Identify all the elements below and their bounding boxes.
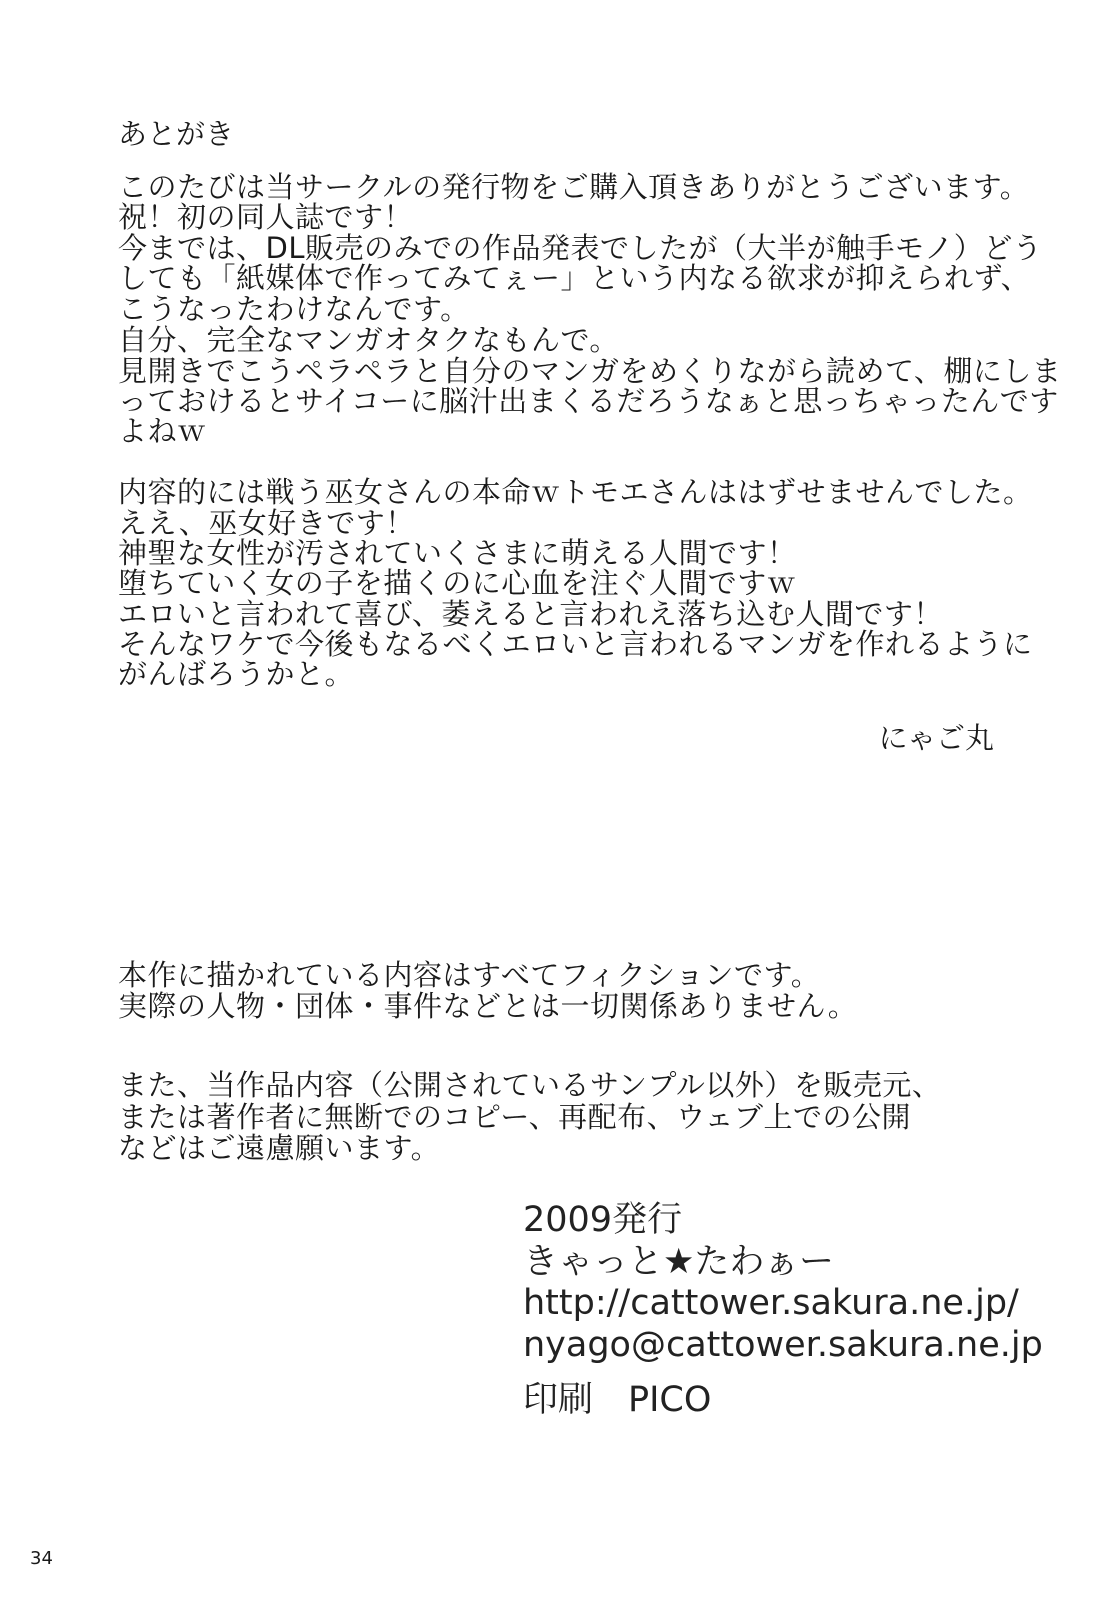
afterword-title: あとがき [118,117,235,151]
text-line: 自分、完全なマンガオタクなもんで。 [118,323,619,357]
text-line: 祝！初の同人誌です！ [118,200,414,234]
text-line: こうなったわけなんです。 [118,292,470,326]
text-line: ええ、巫女好きです！ [118,506,415,540]
author-signature: にゃご丸 [878,721,994,755]
printer: 印刷 PICO [523,1380,712,1420]
text-line: 本作に描かれている内容はすべてフィクションです。 [118,958,821,992]
text-line: また、当作品内容（公開されているサンプル以外）を販売元、 [118,1068,942,1102]
text-line: 内容的には戦う巫女さんの本命ｗトモエさんははずせませんでした。 [118,475,1033,509]
text-line: そんなワケで今後もなるべくエロいと言われるマンガを作れるように [118,627,1033,661]
text-line: っておけるとサイコーに脳汁出まくるだろうなぁと思っちゃったんです [118,384,1059,418]
website-url: http://cattower.sakura.ne.jp/ [523,1283,1019,1323]
text-line: または著作者に無断でのコピー、再配布、ウェブ上での公開 [118,1100,912,1134]
text-line: 堕ちていく女の子を描くのに心血を注ぐ人間ですｗ [118,566,797,600]
publication-year: 2009発行 [523,1200,683,1240]
text-line: よねｗ [118,414,207,448]
text-line: 見開きでこうペラペラと自分のマンガをめくりながら読めて、棚にしま [118,354,1062,388]
text-line: 今までは、DL販売のみでの作品発表でしたが（大半が触手モノ）どう [118,231,1043,265]
text-line: などはご遠慮願います。 [118,1131,441,1165]
text-line: がんばろうかと。 [118,657,355,691]
text-line: 実際の人物・団体・事件などとは一切関係ありません。 [118,989,858,1023]
contact-email: nyago@cattower.sakura.ne.jp [523,1325,1043,1365]
text-line: このたびは当サークルの発行物をご購入頂きありがとうございます。 [118,170,1030,204]
text-line: エロいと言われて喜び、萎えると言われえ落ち込む人間です！ [118,597,943,631]
page-number: 34 [30,1548,53,1569]
text-line: 神聖な女性が汚されていくさまに萌える人間です！ [118,536,797,570]
circle-name: きゃっと★たわぁー [523,1242,835,1282]
text-line: しても「紙媒体で作ってみてぇー」という内なる欲求が抑えられず、 [118,261,1031,295]
